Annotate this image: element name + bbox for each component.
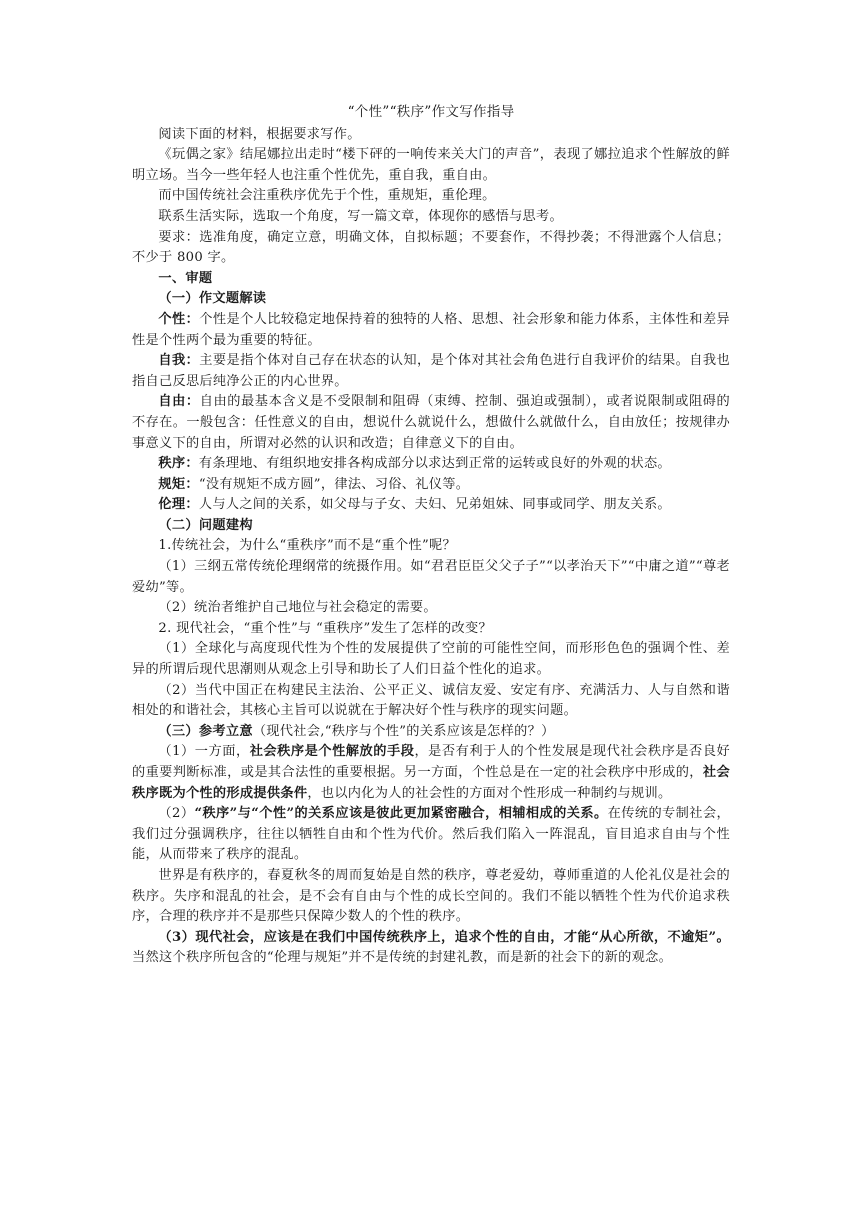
subsection-heading-2: （二）问题建构: [158, 517, 253, 533]
term-label: 自我：: [158, 353, 200, 369]
bold-run: （3）现代社会，应该是在我们中国传统秩序上，追求个性的自由，才能“从心所欲，不逾矩”。: [158, 929, 730, 945]
term-text: 人与人之间的关系，如父母与子女、夫妇、兄弟姐妹、同事或同学、朋友关系。: [198, 497, 671, 513]
thesis-point-2: [132, 804, 730, 866]
question-1-point-1: （1）三纲五常传统伦理纲常的统摄作用。如“君君臣臣父父子子”“以孝治天下”“中庸之道”“尊老爱幼”等。: [132, 559, 730, 595]
term-text: 自由的最基本含义是不受限制和阻碍（束缚、控制、强迫或强制），或者说限制或阻碍的不存在。一般包含：任性意义的自由，想说什么就说什么，想做什么就做什么，自由放任；按规律办事意义下的自由，所谓对必然的认识和改造；自律意义下的自由。: [132, 394, 730, 451]
definition-gexing: [132, 310, 730, 351]
subsection-heading-3-note: （现代社会,“秩序与个性”的关系应该是怎样的？）: [252, 723, 555, 739]
text-run: ，也以内化为人的社会性的方面对个性形成一种制约与规训。: [307, 785, 672, 801]
term-text: 个性是个人比较稳定地保持着的独特的人格、思想、社会形象和能力体系，主体性和差异性是个性两个最为重要的特征。: [132, 311, 730, 348]
term-label: 个性：: [158, 311, 200, 327]
section-heading-1: 一、审题: [158, 270, 213, 286]
text-run: （2）: [158, 806, 195, 822]
subsection-heading-3-label: （三）参考立意: [158, 723, 253, 739]
subsection-heading-1: （一）作文题解读: [158, 291, 267, 307]
term-text: 主要是指个体对自己存在状态的认知，是个体对其社会角色进行自我评价的结果。自我也指自己反思后纯净公正的内心世界。: [132, 353, 730, 389]
intro-material-1: 《玩偶之家》结尾娜拉出走时“楼下砰的一响传来关大门的声音”，表现了娜拉追求个性解放的鲜明立场。当今一些年轻人也注重个性优先，重自我，重自由。: [132, 147, 730, 183]
intro-material-2: 而中国传统社会注重秩序优先于个性，重规矩，重伦理。: [158, 188, 496, 204]
text-run: 在传统的专制社会，我们过分强调秩序，往往以牺牲自由和个性为代价。然后我们陷入一阵混乱，盲目追求自由与个性能，从而带来了秩序的混乱。: [132, 806, 730, 863]
text-run: （1）一方面，: [158, 744, 250, 760]
intro-task: 联系生活实际，选取一个角度，写一篇文章，体现你的感悟与思考。: [158, 208, 564, 224]
thesis-paragraph: 世界是有秩序的，春夏秋冬的周而复始是自然的秩序，尊老爱幼，尊师重道的人伦礼仪是社会的秩序。失序和混乱的社会，是不会有自由与个性的成长空间的。我们不能以牺牲个性为代价追求秩序，合理的秩序并不是那些只保障少数人的个性的秩序。: [132, 867, 730, 925]
bold-run: “秩序”与“个性”的关系应该是彼此更加紧密融合，相辅相成的关系。: [194, 806, 608, 822]
intro-instruction: 阅读下面的材料，根据要求写作。: [158, 126, 361, 142]
term-label: 伦理：: [158, 497, 199, 513]
question-1: 1.传统社会，为什么“重秩序”而不是“重个性”呢？: [158, 538, 457, 554]
definition-zhixu: [132, 454, 730, 475]
term-text: 有条理地、有组织地安排各构成部分以求达到正常的运转或良好的外观的状态。: [198, 456, 671, 472]
term-label: 规矩：: [158, 476, 199, 492]
document-title: “个性”“秩序”作文写作指导: [347, 104, 515, 120]
intro-requirements: 要求：选准角度，确定立意，明确文体，自拟标题；不要套作，不得抄袭；不得泄露个人信息；不少于 800 字。: [132, 229, 730, 266]
document-body: [132, 102, 730, 969]
subsection-heading-3: [132, 722, 730, 743]
definition-ziyou: [132, 392, 730, 454]
question-2-point-1: （1）全球化与高度现代性为个性的发展提供了空前的可能性空间，而形形色色的强调个性、差异的所谓后现代思潮则从观念上引导和助长了人们日益个性化的追求。: [132, 641, 730, 678]
text-run: ，是否有利于人的个性发展是现代社会秩序是否良好的重要判断标准，或是其合法性的重要根据。另一方面，个性总是在一定的社会秩序中形成的，: [132, 744, 730, 780]
thesis-point-1: [132, 742, 730, 804]
term-label: 秩序：: [158, 456, 199, 472]
bold-run: 社会秩序既为个性的形成提供条件: [132, 765, 730, 801]
term-label: 自由：: [158, 394, 200, 410]
term-text: “没有规矩不成方圆”，律法、习俗、礼仪等。: [198, 476, 470, 492]
definition-ziwo: [132, 351, 730, 392]
question-2-point-2: （2）当代中国正在构建民主法治、公平正义、诚信友爱、安定有序、充满活力、人与自然和谐相处的和谐社会，其核心主旨可以说就在于解决好个性与秩序的现实问题。: [132, 682, 730, 719]
thesis-point-3: [132, 928, 730, 969]
definition-guiju: [132, 475, 730, 496]
question-2: 2. 现代社会，“重个性”与 “重秩序”发生了怎样的改变？: [158, 620, 492, 636]
definition-lunli: [132, 495, 730, 516]
text-run: 当然这个秩序所包含的“伦理与规矩”并不是传统的封建礼教，而是新的社会下的新的观念。: [132, 950, 673, 966]
bold-run: 社会秩序是个性解放的手段: [249, 744, 415, 760]
question-1-point-2: （2）统治者维护自己地位与社会稳定的需要。: [158, 600, 437, 616]
